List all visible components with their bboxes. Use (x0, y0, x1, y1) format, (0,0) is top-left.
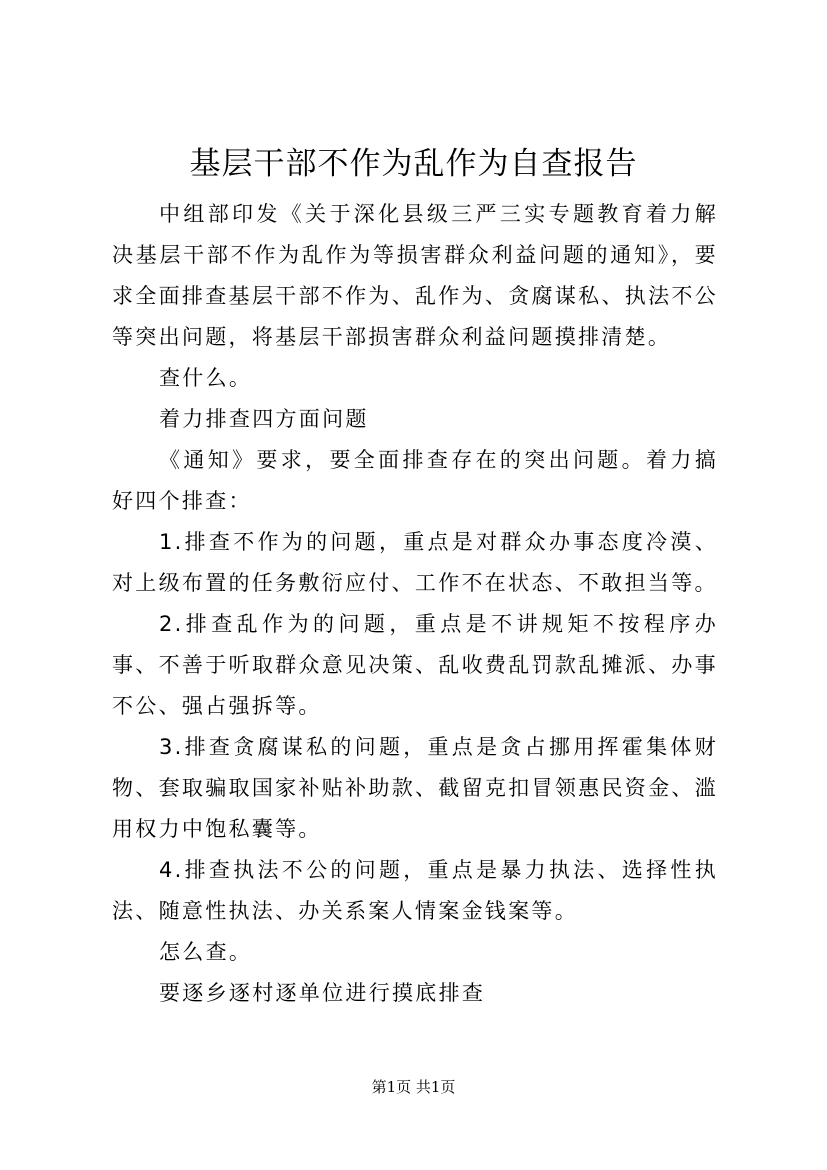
paragraph-intro: 中组部印发《关于深化县级三严三实专题教育着力解决基层干部不作为乱作为等损害群众利益问题的通知》，要求全面排查基层干部不作为、乱作为、贪腐谋私、执法不公等突出问题，将基层干部损害群众利益问题摸排清楚。 (112, 202, 718, 349)
paragraph-item-1: 1.排查不作为的问题，重点是对群众办事态度冷漠、对上级布置的任务敷衍应付、工作不在状态、不敢担当等。 (112, 530, 718, 595)
paragraph-investigation-method: 要逐乡逐村逐单位进行摸底排查 (159, 981, 486, 1005)
paragraph-item-2: 2.排查乱作为的问题，重点是不讲规矩不按程序办事、不善于听取群众意见决策、乱收费乱罚款乱摊派、办事不公、强占强拆等。 (112, 612, 718, 718)
paragraph-four-issues-heading: 着力排查四方面问题 (159, 407, 369, 431)
page-number-footer: 第1页 共1页 (371, 1078, 456, 1096)
paragraph-how-to-check: 怎么查。 (159, 940, 253, 964)
document-title: 基层干部不作为乱作为自查报告 (189, 146, 638, 182)
paragraph-item-3: 3.排查贪腐谋私的问题，重点是贪占挪用挥霍集体财物、套取骗取国家补贴补助款、截留克扣冒领惠民资金、滥用权力中饱私囊等。 (112, 735, 718, 841)
document-body (112, 194, 718, 1014)
paragraph-item-4: 4.排查执法不公的问题，重点是暴力执法、选择性执法、随意性执法、办关系案人情案金钱案等。 (112, 858, 718, 923)
paragraph-notice-requirement: 《通知》要求，要全面排查存在的突出问题。着力搞好四个排查： (112, 448, 718, 513)
paragraph-what-to-check: 查什么。 (159, 366, 253, 390)
